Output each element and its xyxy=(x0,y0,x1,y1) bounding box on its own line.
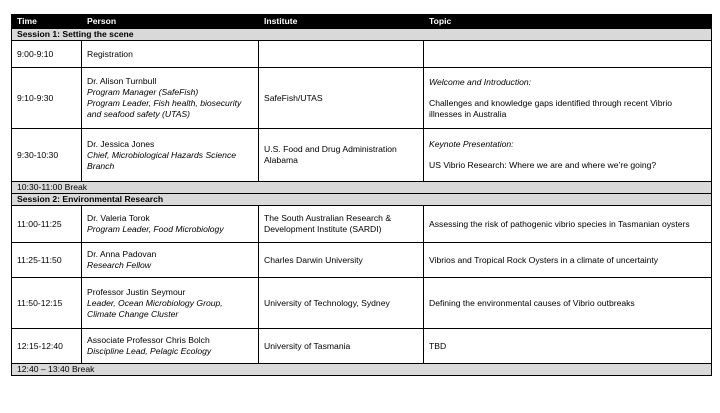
table-row xyxy=(12,329,712,364)
row-time: 12:15-12:40 xyxy=(12,329,82,364)
table-row xyxy=(12,243,712,278)
header-row xyxy=(12,15,712,29)
row-topic xyxy=(424,68,712,129)
header-person: Person xyxy=(82,15,259,29)
row-time: 11:25-11:50 xyxy=(12,243,82,278)
person-role: Leader, Ocean Microbiology Group, Climate Change Cluster xyxy=(87,297,223,319)
row-person xyxy=(82,206,259,243)
row-person xyxy=(82,329,259,364)
topic-title: Welcome and Introduction: xyxy=(429,76,532,87)
row-person xyxy=(82,243,259,278)
row-time: 9:00-9:10 xyxy=(12,41,82,68)
table-row xyxy=(12,129,712,182)
person-role: Program Manager (SafeFish) xyxy=(87,87,199,97)
person-name: Associate Professor Chris Bolch xyxy=(87,335,210,345)
row-institute: SafeFish/UTAS xyxy=(259,68,424,129)
person-name: Dr. Jessica Jones xyxy=(87,138,155,149)
table-row xyxy=(12,206,712,243)
table-row xyxy=(12,68,712,129)
row-topic: Vibrios and Tropical Rock Oysters in a climate of uncertainty xyxy=(424,243,712,278)
row-institute: The South Australian Research & Development Institute (SARDI) xyxy=(259,206,424,243)
row-person xyxy=(82,129,259,182)
person-role: Chief, Microbiological Hazards Science Branch xyxy=(87,149,237,171)
row-institute: University of Tasmania xyxy=(259,329,424,364)
person-name: Registration xyxy=(87,48,133,59)
person-name: Dr. Anna Padovan xyxy=(87,249,157,259)
topic-text: US Vibrio Research: Where we are and where we’re going? xyxy=(429,160,657,170)
person-name: Professor Justin Seymour xyxy=(87,286,186,297)
person-name: Dr. Alison Turnbull xyxy=(87,76,157,86)
row-time: 11:50-12:15 xyxy=(12,278,82,329)
row-topic xyxy=(424,129,712,182)
session-1-title: Session 1: Setting the scene xyxy=(12,29,712,41)
header-institute: Institute xyxy=(259,15,424,29)
break-1-row xyxy=(12,182,712,194)
row-institute: University of Technology, Sydney xyxy=(259,278,424,329)
break-2-row xyxy=(12,364,712,376)
agenda-table xyxy=(11,14,712,376)
row-topic: TBD xyxy=(424,329,712,364)
header-topic: Topic xyxy=(424,15,712,29)
break-1-label: 10:30-11:00 Break xyxy=(12,182,712,194)
topic-text: Challenges and knowledge gaps identified through recent Vibrio illnesses in Australia xyxy=(429,97,673,119)
session-2-row xyxy=(12,194,712,206)
row-institute: U.S. Food and Drug Administration Alabama xyxy=(259,129,424,182)
row-person xyxy=(82,278,259,329)
break-2-label: 12:40 – 13:40 Break xyxy=(12,364,712,376)
table-row xyxy=(12,278,712,329)
row-institute: Charles Darwin University xyxy=(259,243,424,278)
session-2-title: Session 2: Environmental Research xyxy=(12,194,712,206)
row-time: 9:10-9:30 xyxy=(12,68,82,129)
header-time: Time xyxy=(12,15,82,29)
row-time: 11:00-11:25 xyxy=(12,206,82,243)
person-role: Research Fellow xyxy=(87,260,151,270)
session-1-row xyxy=(12,29,712,41)
row-time: 9:30-10:30 xyxy=(12,129,82,182)
row-institute xyxy=(259,41,424,68)
row-topic: Assessing the risk of pathogenic vibrio species in Tasmanian oysters xyxy=(424,206,712,243)
topic-title: Keynote Presentation: xyxy=(429,139,514,149)
table-row xyxy=(12,41,712,68)
row-topic: Defining the environmental causes of Vibrio outbreaks xyxy=(424,278,712,329)
person-role: Discipline Lead, Pelagic Ecology xyxy=(87,346,212,356)
person-role: Program Leader, Food Microbiology xyxy=(87,224,224,234)
row-person xyxy=(82,68,259,129)
person-role: Program Leader, Fish health, biosecurity and seafood safety (UTAS) xyxy=(87,98,242,119)
person-name: Dr. Valeria Torok xyxy=(87,213,150,223)
row-topic xyxy=(424,41,712,68)
row-person xyxy=(82,41,259,68)
